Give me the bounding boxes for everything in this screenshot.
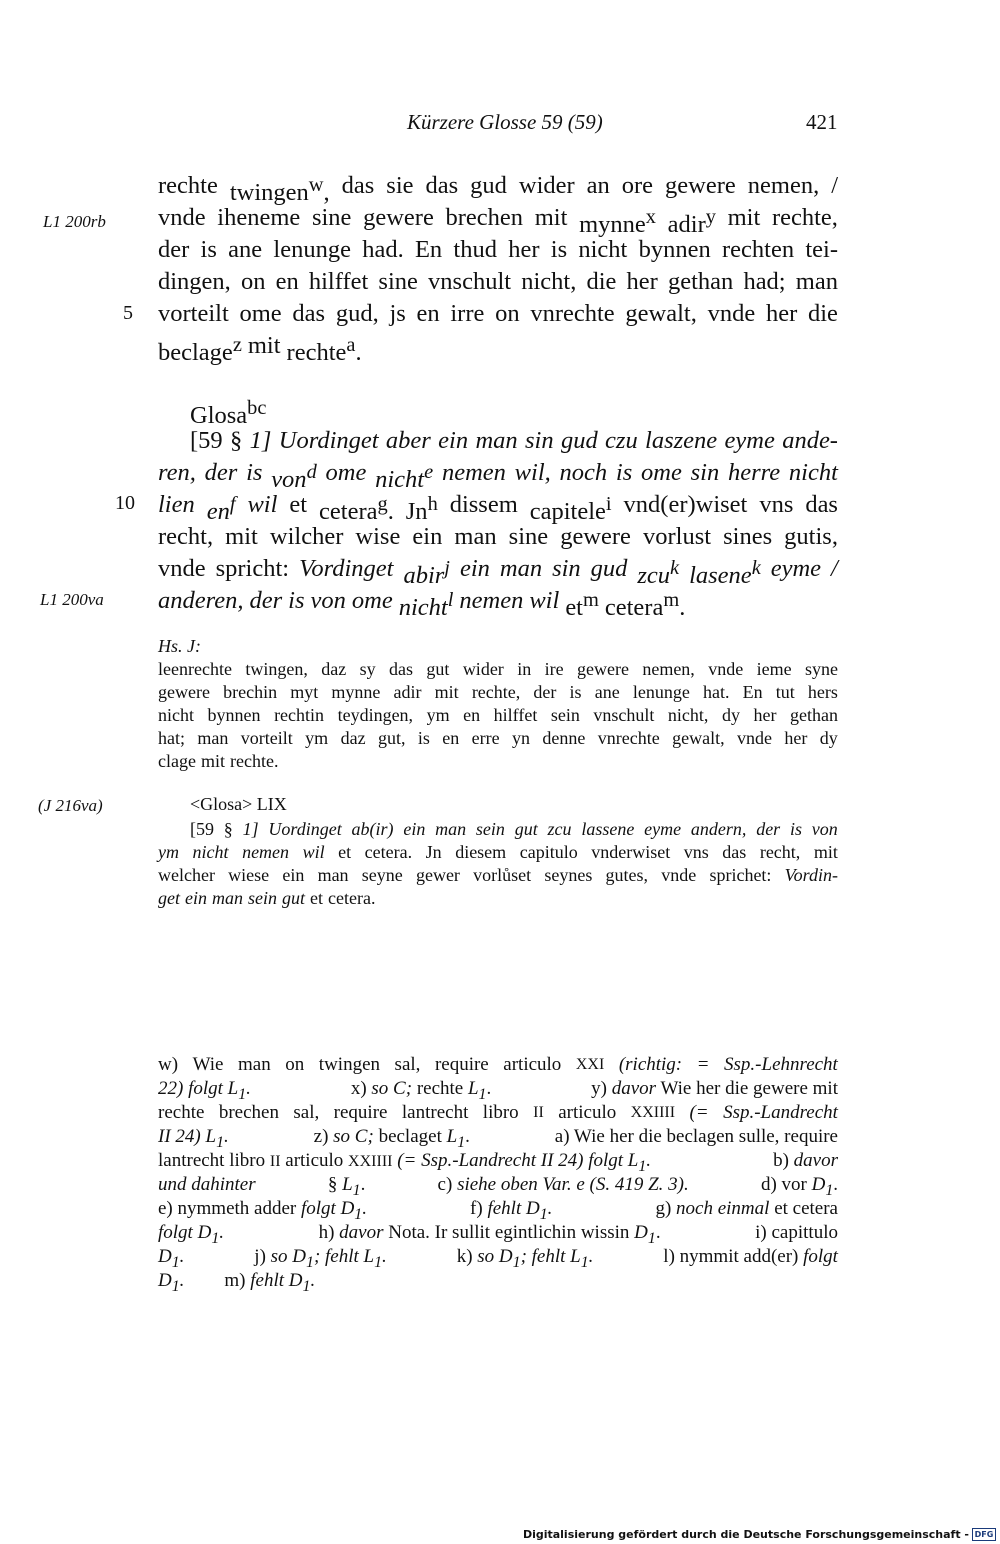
hs-j-line: gewere brechin myt mynne adir mit rechte, der is ane lenunge hat. En tut hers — [158, 682, 838, 702]
hs-j-label: Hs. J: — [158, 636, 201, 656]
footnote-line: 22) folgt $L_1$. x) so C; rechte $L_1$. y) davor Wie her die gewere mit — [158, 1078, 838, 1103]
main-text-line: der is ane lenunge had. En thud her is nicht bynnen rechten tei- — [158, 236, 838, 263]
glosa-text-line: ren, der is von$^d$ ome nicht$^e$ nemen wil, noch is ome sin herre nicht — [158, 459, 838, 494]
footnote-line: $D_1$. m) fehlt $D_1$. — [158, 1270, 316, 1295]
footnote-line: rechte brechen sal, require lantrecht libro II articulo XXIIII (= Ssp.-Landrecht — [158, 1102, 838, 1123]
main-text-line: rechte twingen$^w$, das sie das gud wider an ore gewere nemen, / — [158, 172, 838, 207]
glosa-text-line: [59 § 1] Uordinget aber ein man sin gud czu laszene eyme ande- — [190, 427, 838, 454]
running-head-title: Kürzere Glosse 59 (59) — [407, 110, 603, 134]
j-glosa-line: ym nicht nemen wil et cetera. Jn diesem capitulo vnderwiset vns das recht, mit — [158, 842, 838, 862]
j-glosa-line: welcher wiese ein man seyne gewer vorlůset seynes gutes, vnde sprichet: Vordin- — [158, 865, 838, 885]
footnote-line: $D_1$. j) so $D_1$; fehlt $L_1$. k) so $D_1$; fehlt $L_1$. l) nymmit add(er) folgt — [158, 1246, 838, 1271]
j-glosa-line: [59 § 1] Uordinget ab(ir) ein man sein gut zcu lassene eyme andern, der is von — [190, 819, 838, 839]
glosa-text-line: vnde spricht: Vordinget abir$^j$ ein man sin gud zcu$^k$ lasene$^k$ eyme / — [158, 555, 838, 590]
main-text-line: beclage$^z$ mit rechte$^a$. — [158, 332, 362, 367]
margin-note-l1-200va: L1 200va — [40, 590, 104, 609]
hs-j-line: hat; man vorteilt ym daz gut, is en erre yn denne vnrechte gewalt, vnde her dy — [158, 728, 838, 748]
hs-j-line: clage mit rechte. — [158, 751, 279, 771]
j-glosa-line: get ein man sein gut et cetera. — [158, 888, 376, 908]
footnote-line: und dahinter § $L_1$. c) siehe oben Var. e (S. 419 Z. 3). d) vor $D_1$. — [158, 1174, 838, 1199]
digitization-footer — [523, 1528, 996, 1541]
main-text-line: dingen, on en hilffet sine vnschult nicht, die her gethan had; man — [158, 268, 838, 295]
footnote-line: II 24) $L_1$. z) so C; beclaget $L_1$. a) Wie her die beclagen sulle, require — [158, 1126, 838, 1151]
line-number-10: 10 — [115, 492, 135, 514]
glosa-text-line: anderen, der is von ome nicht$^l$ nemen wil $et^m$ cetera$^m$. — [158, 587, 686, 622]
main-text-line: vorteilt ome das gud, js en irre on vnrechte gewalt, vnde her die — [158, 300, 838, 327]
glosa-text-line: recht, mit wilcher wise ein man sine gewere vorlust sines gutis, — [158, 523, 838, 550]
j-glosa-heading: <Glosa> LIX — [190, 794, 287, 814]
margin-note-j-216va: (J 216va) — [38, 796, 103, 815]
main-text-line: vnde iheneme sine gewere brechen mit mynne$^x$ adir$^y$ mit rechte, — [158, 204, 838, 239]
footnote-line: lantrecht libro II articulo XXIIII (= Ssp.-Landrecht II 24) folgt $L_1$. b) davor — [158, 1150, 838, 1175]
hs-j-line: leenrechte twingen, daz sy das gut wider in ire gewere nemen, vnde ieme syne — [158, 659, 838, 679]
glosa-heading: Glosa$^{bc}$ — [190, 397, 267, 430]
footnote-line: w) Wie man on twingen sal, require articulo XXI (richtig: = Ssp.-Lehnrecht — [158, 1054, 838, 1075]
margin-note-l1-200rb: L1 200rb — [43, 212, 106, 231]
hs-j-line: nicht bynnen rechtin teydingen, ym en hilffet sein vnschult nicht, dy her gethan — [158, 705, 838, 725]
page-number: 421 — [806, 110, 838, 134]
footnote-line: e) nymmeth adder folgt $D_1$. f) fehlt $D_1$. g) noch einmal et cetera — [158, 1198, 838, 1223]
footnote-line: folgt $D_1$. h) davor Nota. Ir sullit egintlichin wissin $D_1$. i) capittulo — [158, 1222, 838, 1247]
footer-text: Digitalisierung gefördert durch die Deutsche Forschungsgemeinschaft - — [522, 1528, 969, 1541]
glosa-text-line: lien $en^f$ wil et cetera$^g$. Jn$^h$ dissem capitele$^i$ vnd(er)wiset vns das — [158, 491, 838, 526]
line-number-5: 5 — [123, 302, 133, 324]
dfg-logo-icon: DFG — [972, 1528, 996, 1541]
